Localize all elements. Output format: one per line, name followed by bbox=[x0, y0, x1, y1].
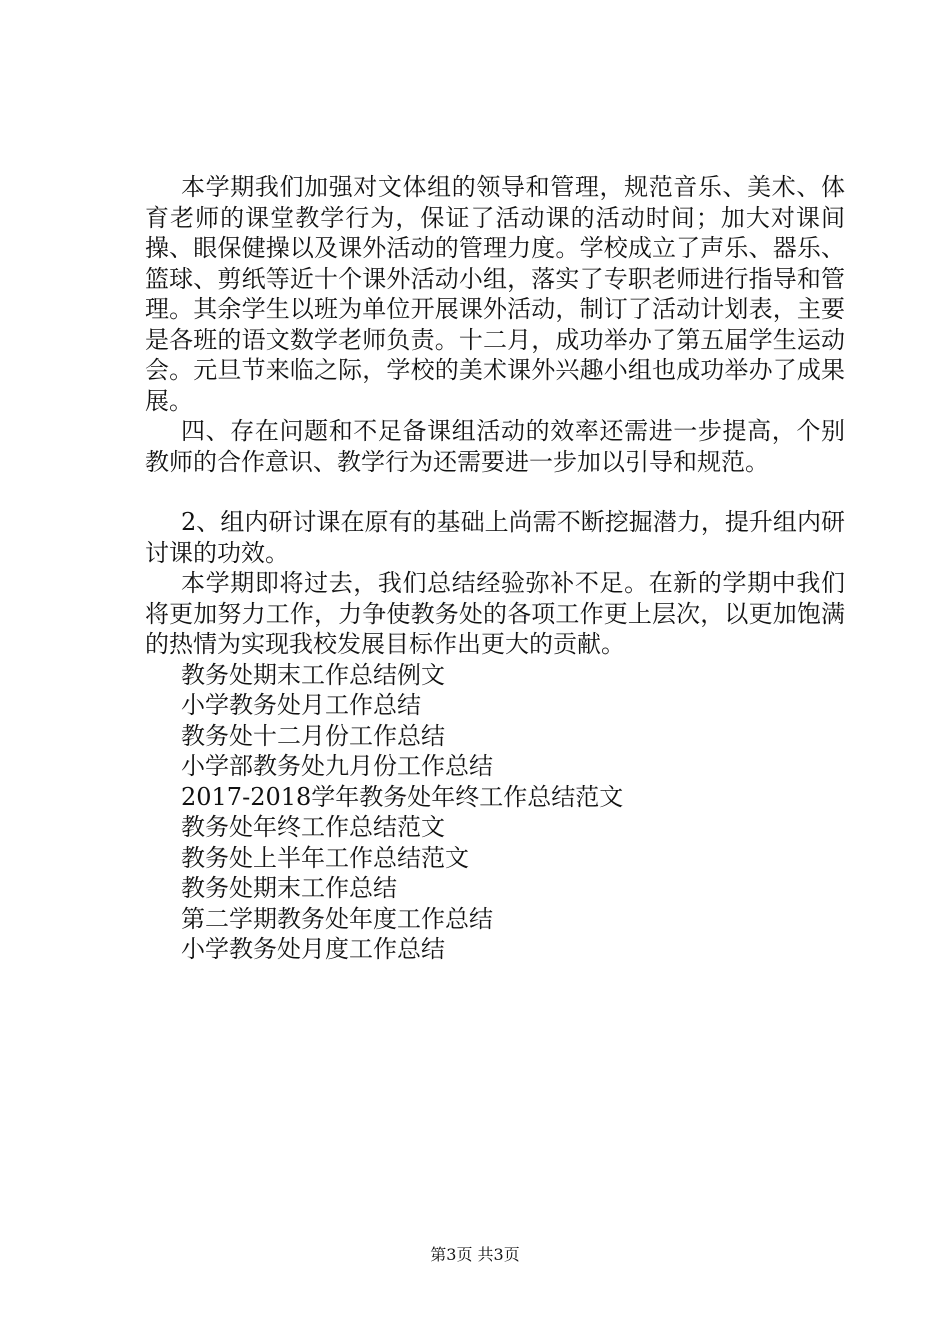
related-article-item[interactable]: 小学部教务处九月份工作总结 bbox=[181, 752, 493, 780]
paragraph-activities: 本学期我们加强对文体组的领导和管理，规范音乐、美术、体育老师的课堂教学行为，保证了活动课的活动时间；加大对课间操、眼保健操以及课外活动的管理力度。学校成立了声乐、器乐、篮球、剪纸等近十个课外活动小组，落实了专职老师进行指导和管理。其余学生以班为单位开展课外活动，制订了活动计划表，主要是各班的语文数学老师负责。十二月，成功举办了第五届学生运动会。元旦节来临之际，学校的美术课外兴趣小组也成功举办了成果展。 bbox=[145, 173, 845, 415]
related-article-item[interactable]: 小学教务处月度工作总结 bbox=[181, 935, 445, 963]
related-article-item[interactable]: 教务处期末工作总结例文 bbox=[181, 660, 445, 689]
related-article-item[interactable]: 小学教务处月工作总结 bbox=[181, 691, 421, 719]
paragraph-research-lessons: 2、组内研讨课在原有的基础上尚需不断挖掘潜力，提升组内研讨课的功效。 bbox=[145, 508, 845, 567]
related-article-item[interactable]: 教务处期末工作总结 bbox=[181, 874, 397, 902]
paragraph-conclusion: 本学期即将过去，我们总结经验弥补不足。在新的学期中我们将更加努力工作，力争使教务处的各项工作更上层次，以更加饱满的热情为实现我校发展目标作出更大的贡献。 bbox=[145, 569, 845, 658]
page-footer bbox=[0, 1245, 950, 1265]
related-article-item[interactable]: 教务处上半年工作总结范文 bbox=[181, 843, 469, 872]
related-article-item[interactable]: 第二学期教务处年度工作总结 bbox=[181, 904, 493, 933]
document-body bbox=[145, 172, 845, 965]
paragraph-problems: 四、存在问题和不足备课组活动的效率还需进一步提高，个别教师的合作意识、教学行为还需要进一步加以引导和规范。 bbox=[145, 417, 845, 476]
related-articles-list bbox=[145, 660, 845, 965]
related-article-item[interactable]: 教务处十二月份工作总结 bbox=[181, 721, 445, 750]
related-article-item[interactable]: 2017-2018学年教务处年终工作总结范文 bbox=[181, 782, 624, 811]
related-article-item[interactable]: 教务处年终工作总结范文 bbox=[181, 813, 445, 841]
page-number: 第3页 共3页 bbox=[430, 1245, 520, 1264]
